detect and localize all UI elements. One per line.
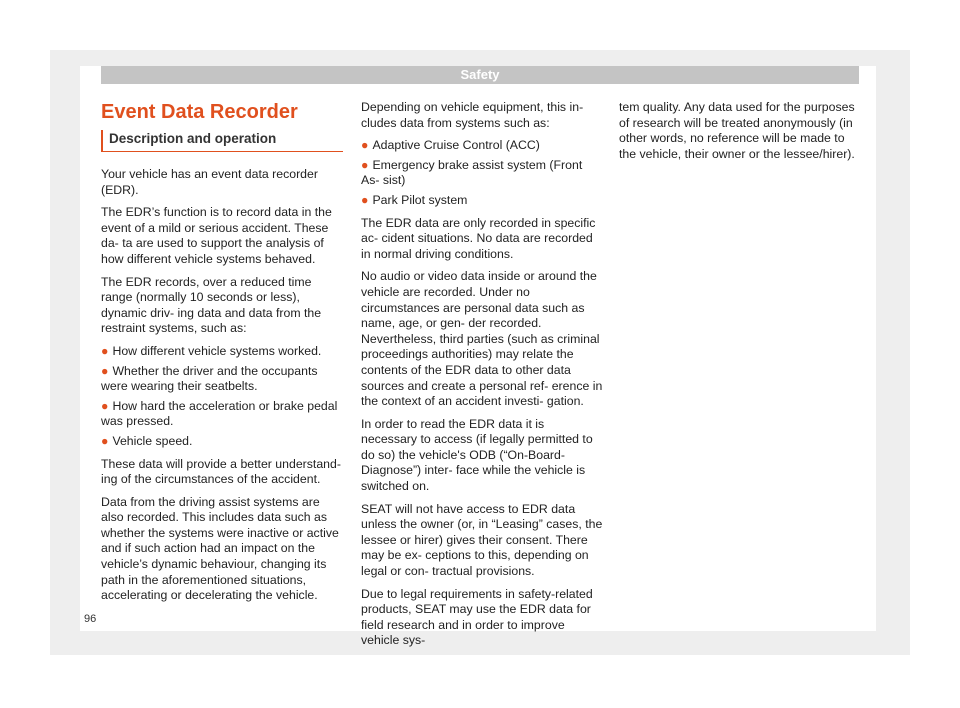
paragraph: No audio or video data inside or around the vehicle are recorded. Under no circumstances are personal data such as name, age, or gen- der recorded. Nevertheless, third parties (such as criminal proceedings authorities) may relate the contents of the EDR data to other data sources and create a personal ref- erence in the context of an accident investi- gation. <box>361 269 603 409</box>
bullet-icon: ● <box>361 138 369 153</box>
paragraph: The EDR records, over a reduced time range (normally 10 seconds or less), dynamic driv- ing data and data from the restraint systems, such as: <box>101 274 322 336</box>
list-item: ● Vehicle speed. <box>101 433 193 448</box>
paragraph: Your vehicle has an event data recorder (EDR). <box>101 167 318 197</box>
bullet-icon: ● <box>361 157 369 172</box>
column-1 <box>101 100 343 611</box>
paragraph: These data will provide a better understand- ing of the circumstances of the accident. <box>101 456 341 487</box>
page-number: 96 <box>84 613 97 625</box>
page-title: Event Data Recorder <box>101 101 298 123</box>
list-item: ● How hard the acceleration or brake pedal was pressed. <box>101 398 338 429</box>
column-3 <box>619 100 861 169</box>
list-item: ● Adaptive Cruise Control (ACC) <box>361 138 540 153</box>
bullet-icon: ● <box>101 398 109 413</box>
bullet-icon: ● <box>361 192 369 207</box>
list-item: ● Emergency brake assist system (Front As- sist) <box>361 157 583 188</box>
subtitle-block <box>101 130 343 152</box>
page-subtitle: Description and operation <box>109 131 277 146</box>
bullet-list <box>101 344 343 450</box>
column-2 <box>361 100 603 656</box>
paragraph: tem quality. Any data used for the purposes of research will be treated anonymously (in other words, no reference will be made to the vehicle, their owner or the lessee/hirer). <box>619 100 855 161</box>
paragraph: Depending on vehicle equipment, this in- cludes data from systems such as: <box>361 100 584 130</box>
paragraph: SEAT will not have access to EDR data unless the owner (or, in “Leasing” cases, the lessee or hirer) gives their consent. There may be ex- ceptions to this, depending on legal or con- tractual provisions. <box>361 501 603 579</box>
section-header: Safety <box>101 66 859 84</box>
list-item: ● How different vehicle systems worked. <box>101 343 322 358</box>
bullet-icon: ● <box>101 433 109 448</box>
bullet-icon: ● <box>101 363 109 378</box>
list-item: ● Park Pilot system <box>361 192 468 207</box>
paragraph: The EDR data are only recorded in specific ac- cident situations. No data are recorded in normal driving conditions. <box>361 215 596 261</box>
bullet-icon: ● <box>101 343 109 358</box>
paragraph: Data from the driving assist systems are also recorded. This includes data such as whether the systems were inactive or active and if such action had an impact on the vehicle’s dynamic behaviour, changing its path in the aforementioned situations, accelerating or decelerating the vehicle. <box>101 494 339 603</box>
bullet-list <box>361 138 603 208</box>
list-item: ● Whether the driver and the occupants were wearing their seatbelts. <box>101 363 318 394</box>
paragraph: The EDR’s function is to record data in the event of a mild or serious accident. These da- ta are used to support the analysis of how different vehicle systems behaved. <box>101 205 332 266</box>
paragraph: Due to legal requirements in safety-related products, SEAT may use the EDR data for field research and in order to improve vehicle sys- <box>361 586 593 648</box>
paragraph: In order to read the EDR data it is necessary to access (if legally permitted to do so) the vehicle's ODB (“On-Board-Diagnose”) inter- face while the vehicle is switched on. <box>361 416 593 494</box>
